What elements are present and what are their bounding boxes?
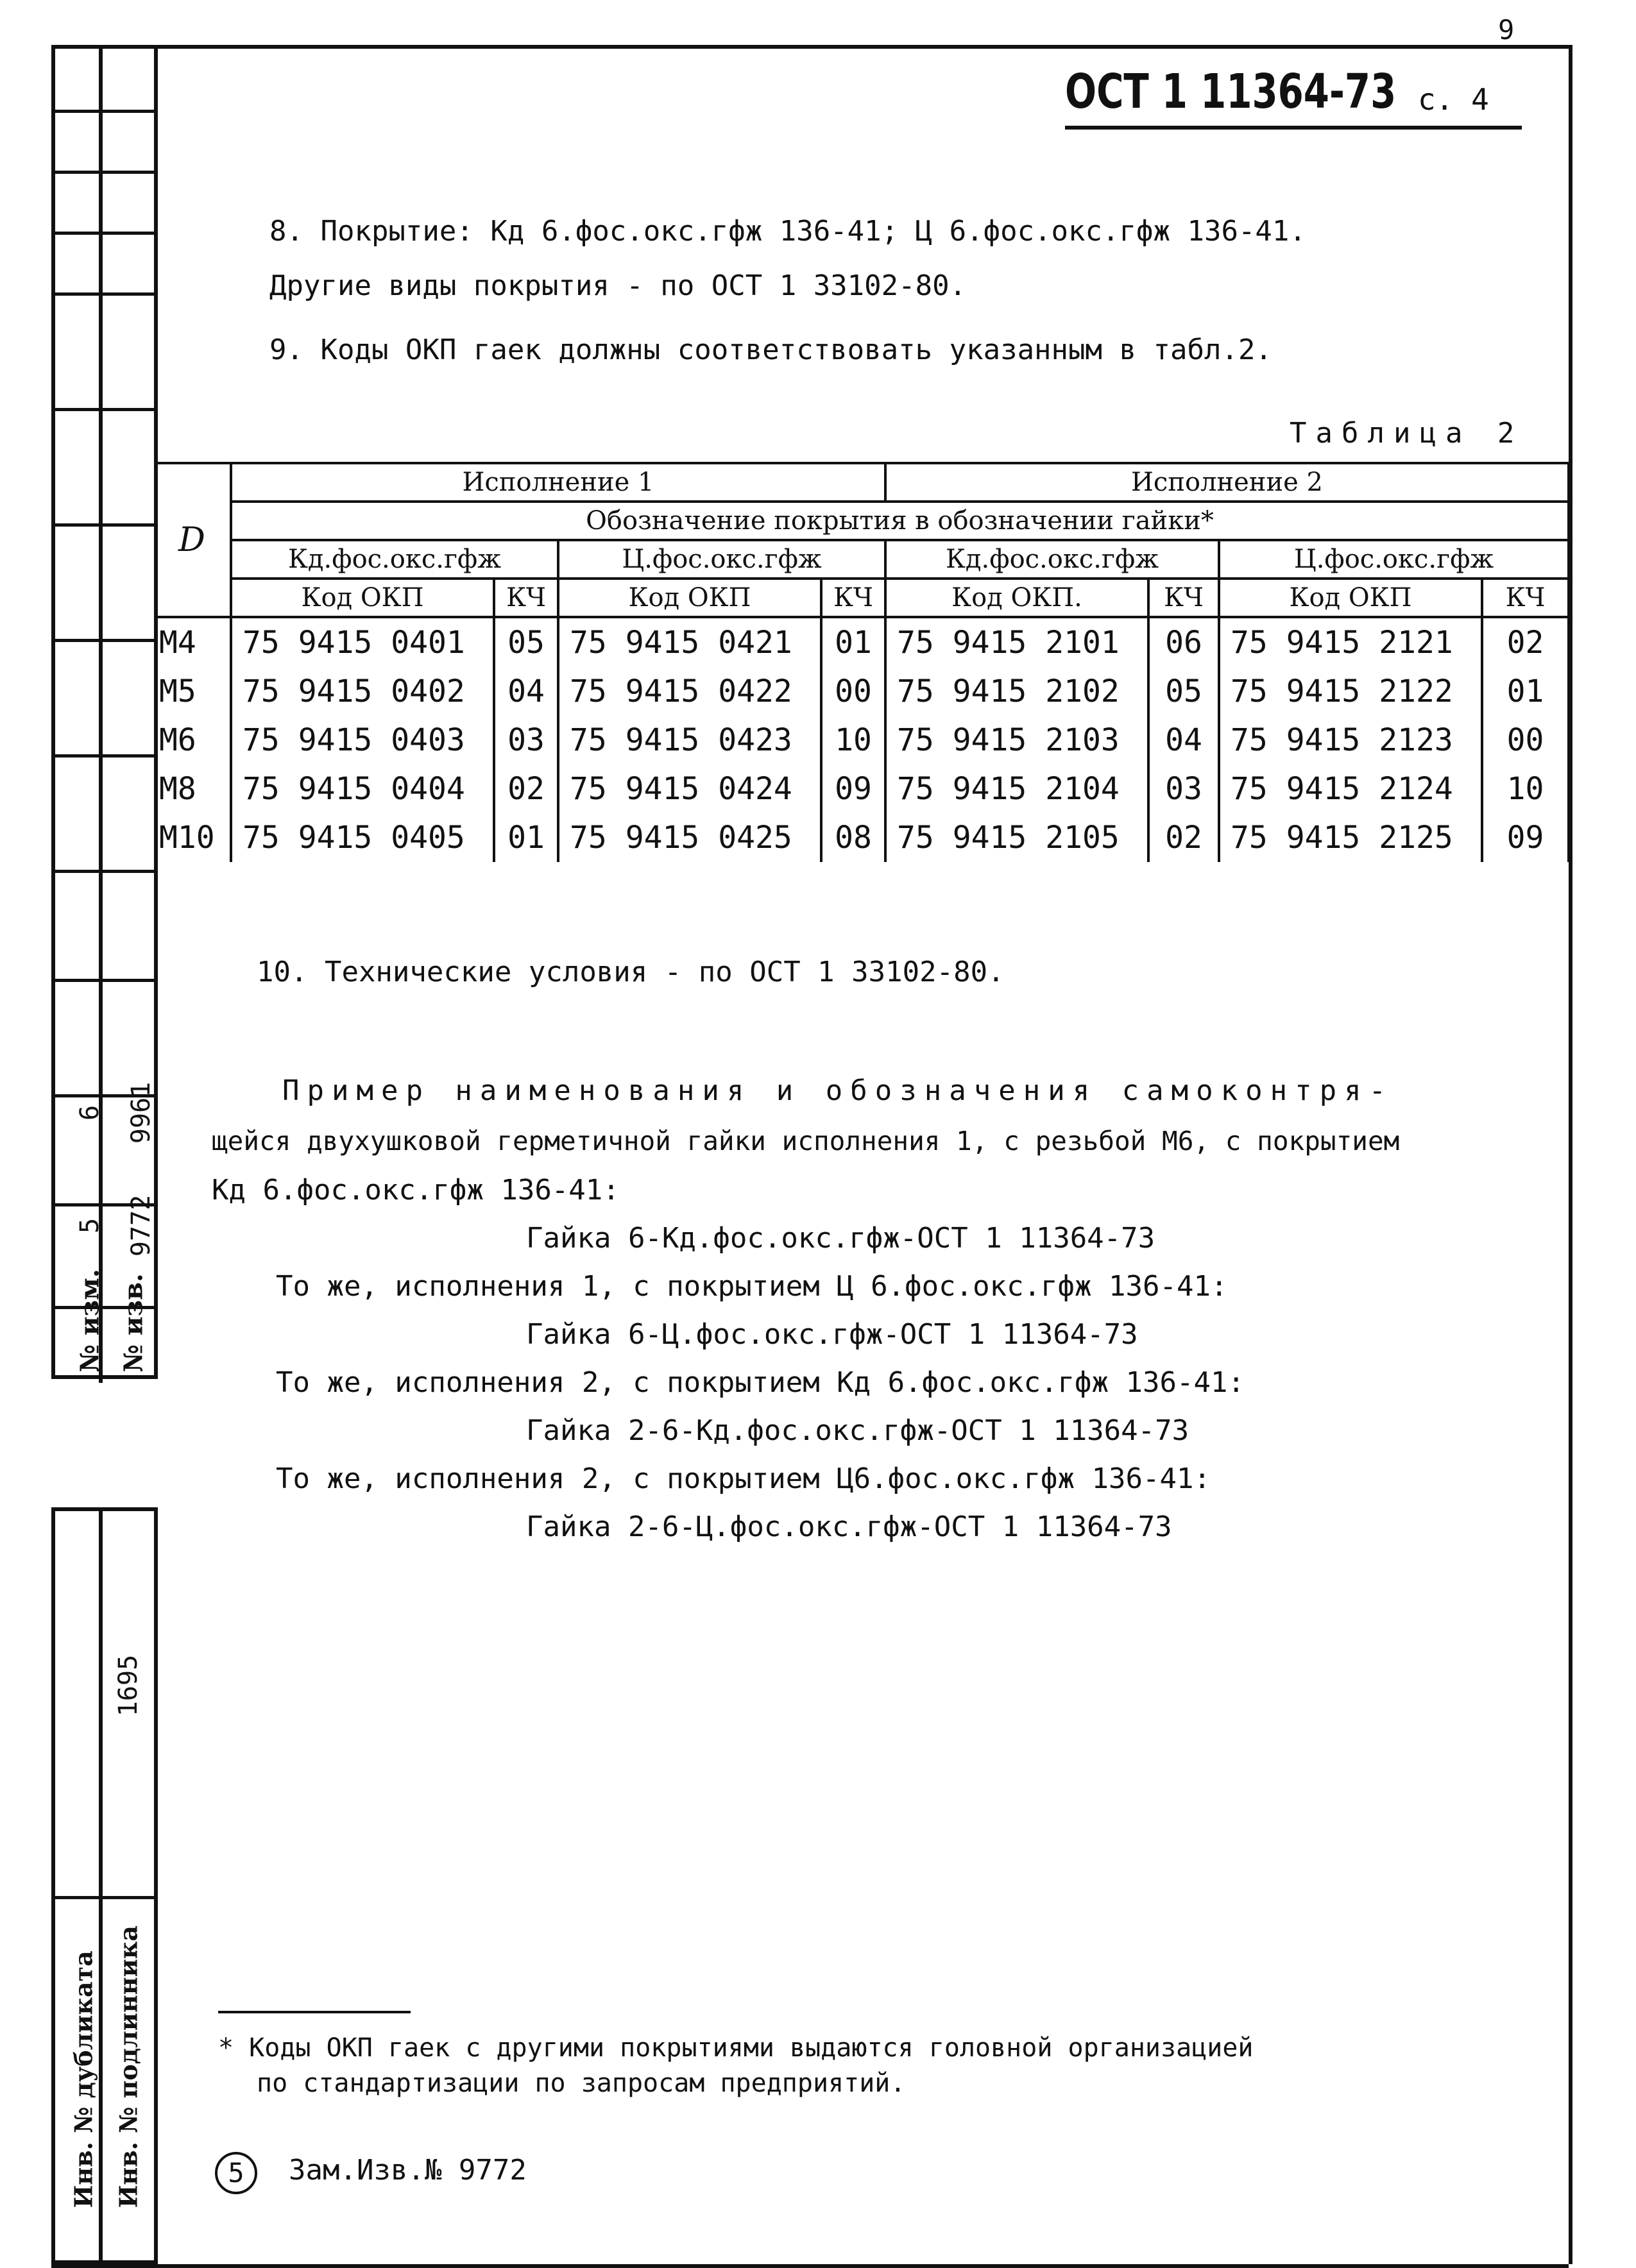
table-row	[154, 765, 1569, 813]
change-number-circle: 5	[215, 2152, 257, 2194]
footnote-line-1: * Коды ОКП гаек с другими покрытиями выдаются головной организацией	[218, 2033, 1254, 2063]
izv-number-2: 9772	[126, 1194, 156, 1257]
table-row	[154, 617, 1569, 667]
check-number: 10	[821, 716, 885, 765]
check-number: 00	[1482, 716, 1569, 765]
example-text-4: То же, исполнения 2, с покрытием Ц6.фос.окс.гфж 136-41:	[276, 1462, 1211, 1495]
example-intro-line-1: Пример наименования и обозначения самоконтря-	[282, 1074, 1394, 1107]
izv-label: № изв.	[118, 1273, 149, 1373]
thread-size: М6	[154, 716, 231, 765]
okp-code: 75 9415 2104	[885, 765, 1148, 813]
okp-code: 75 9415 2125	[1219, 813, 1482, 862]
okp-code: 75 9415 2105	[885, 813, 1148, 862]
check-number: 00	[821, 667, 885, 716]
okp-code: 75 9415 0425	[558, 813, 821, 862]
table-caption: Таблица 2	[1290, 417, 1524, 450]
execution-1-header: Исполнение 1	[231, 463, 885, 502]
footnote-line-2: по стандартизации по запросам предприятий.	[257, 2069, 906, 2098]
okp-code: 75 9415 0403	[231, 716, 494, 765]
duplicate-inventory-label: Инв. № дубликата	[69, 1951, 98, 2208]
page-number: 9	[1498, 14, 1515, 46]
check-number: 08	[821, 813, 885, 862]
thread-size: М10	[154, 813, 231, 862]
coating-header: Кд.фос.окс.гфж	[885, 540, 1219, 579]
coating-header: Ц.фос.окс.гфж	[558, 540, 885, 579]
frame-bottom-line	[51, 2264, 1569, 2268]
check-number: 01	[1482, 667, 1569, 716]
kc-header: КЧ	[1482, 579, 1569, 617]
title-underline	[1065, 126, 1522, 130]
designation-example-2: Гайка 6-Ц.фос.окс.гфж-ОСТ 1 11364-73	[526, 1318, 1138, 1351]
example-text-2: То же, исполнения 1, с покрытием Ц 6.фос.окс.гфж 136-41:	[276, 1270, 1228, 1303]
check-number: 05	[1148, 667, 1219, 716]
check-number: 02	[1148, 813, 1219, 862]
okp-code-header: Код ОКП.	[885, 579, 1148, 617]
kc-header: КЧ	[494, 579, 558, 617]
okp-code: 75 9415 2124	[1219, 765, 1482, 813]
okp-code: 75 9415 2121	[1219, 617, 1482, 667]
designation-example-4: Гайка 2-6-Ц.фос.окс.гфж-ОСТ 1 11364-73	[526, 1511, 1172, 1543]
check-number: 09	[1482, 813, 1569, 862]
designation-example-3: Гайка 2-6-Кд.фос.окс.гфж-ОСТ 1 11364-73	[526, 1414, 1189, 1447]
check-number: 02	[1482, 617, 1569, 667]
table-row	[154, 667, 1569, 716]
designation-example-1: Гайка 6-Кд.фос.окс.гфж-ОСТ 1 11364-73	[526, 1222, 1155, 1255]
paragraph-10: 10. Технические условия - по ОСТ 1 33102-80.	[257, 956, 1005, 988]
okp-code-header: Код ОКП	[231, 579, 494, 617]
standard-designation: ОСТ 1 11364-73	[1065, 64, 1397, 119]
coating-header: Кд.фос.окс.гфж	[231, 540, 558, 579]
okp-code: 75 9415 2101	[885, 617, 1148, 667]
thread-size: М5	[154, 667, 231, 716]
example-intro-line-3: Кд 6.фос.окс.гфж 136-41:	[212, 1174, 620, 1206]
sheet-number: с. 4	[1418, 82, 1489, 117]
change-notice: Зам.Изв.№ 9772	[289, 2154, 527, 2187]
diameter-symbol: D	[154, 463, 231, 617]
thread-size: М8	[154, 765, 231, 813]
paragraph-8-line-1: 8. Покрытие: Кд 6.фос.окс.гфж 136-41; Ц 6.фос.окс.гфж 136-41.	[269, 215, 1306, 248]
table-row	[154, 813, 1569, 862]
check-number: 03	[494, 716, 558, 765]
okp-code-header: Код ОКП	[1219, 579, 1482, 617]
okp-code: 75 9415 2102	[885, 667, 1148, 716]
check-number: 09	[821, 765, 885, 813]
execution-2-header: Исполнение 2	[885, 463, 1569, 502]
okp-code: 75 9415 0405	[231, 813, 494, 862]
izm-number-1: 6	[75, 1104, 105, 1121]
check-number: 05	[494, 617, 558, 667]
okp-code: 75 9415 0424	[558, 765, 821, 813]
example-text-3: То же, исполнения 2, с покрытием Кд 6.фос.окс.гфж 136-41:	[276, 1366, 1245, 1399]
check-number: 02	[494, 765, 558, 813]
izm-label: № изм.	[74, 1269, 105, 1373]
izm-number-2: 5	[75, 1217, 105, 1234]
okp-code-header: Код ОКП	[558, 579, 821, 617]
paragraph-8-line-2: Другие виды покрытия - по ОСТ 1 33102-80.	[269, 269, 967, 302]
check-number: 10	[1482, 765, 1569, 813]
footnote-rule	[218, 2011, 411, 2013]
example-intro-line-2: щейся двухушковой герметичной гайки исполнения 1, с резьбой М6, с покрытием	[212, 1126, 1400, 1156]
check-number: 04	[1148, 716, 1219, 765]
okp-code: 75 9415 2103	[885, 716, 1148, 765]
check-number: 03	[1148, 765, 1219, 813]
original-inventory-number: 1695	[114, 1654, 143, 1717]
paragraph-9: 9. Коды ОКП гаек должны соответствовать указанным в табл.2.	[269, 334, 1272, 366]
okp-code: 75 9415 2122	[1219, 667, 1482, 716]
izv-number-1: 9961	[126, 1081, 156, 1144]
okp-code: 75 9415 0402	[231, 667, 494, 716]
kc-header: КЧ	[1148, 579, 1219, 617]
okp-code: 75 9415 0404	[231, 765, 494, 813]
coating-designation-header: Обозначение покрытия в обозначении гайки*	[231, 502, 1569, 540]
check-number: 06	[1148, 617, 1219, 667]
okp-code: 75 9415 0401	[231, 617, 494, 667]
thread-size: М4	[154, 617, 231, 667]
okp-code: 75 9415 2123	[1219, 716, 1482, 765]
okp-code: 75 9415 0423	[558, 716, 821, 765]
okp-code: 75 9415 0422	[558, 667, 821, 716]
check-number: 01	[494, 813, 558, 862]
check-number: 01	[821, 617, 885, 667]
kc-header: КЧ	[821, 579, 885, 617]
okp-codes-table	[154, 462, 1570, 862]
okp-code: 75 9415 0421	[558, 617, 821, 667]
check-number: 04	[494, 667, 558, 716]
table-row	[154, 716, 1569, 765]
coating-header: Ц.фос.окс.гфж	[1219, 540, 1569, 579]
original-inventory-label: Инв. № подлинника	[114, 1925, 143, 2208]
